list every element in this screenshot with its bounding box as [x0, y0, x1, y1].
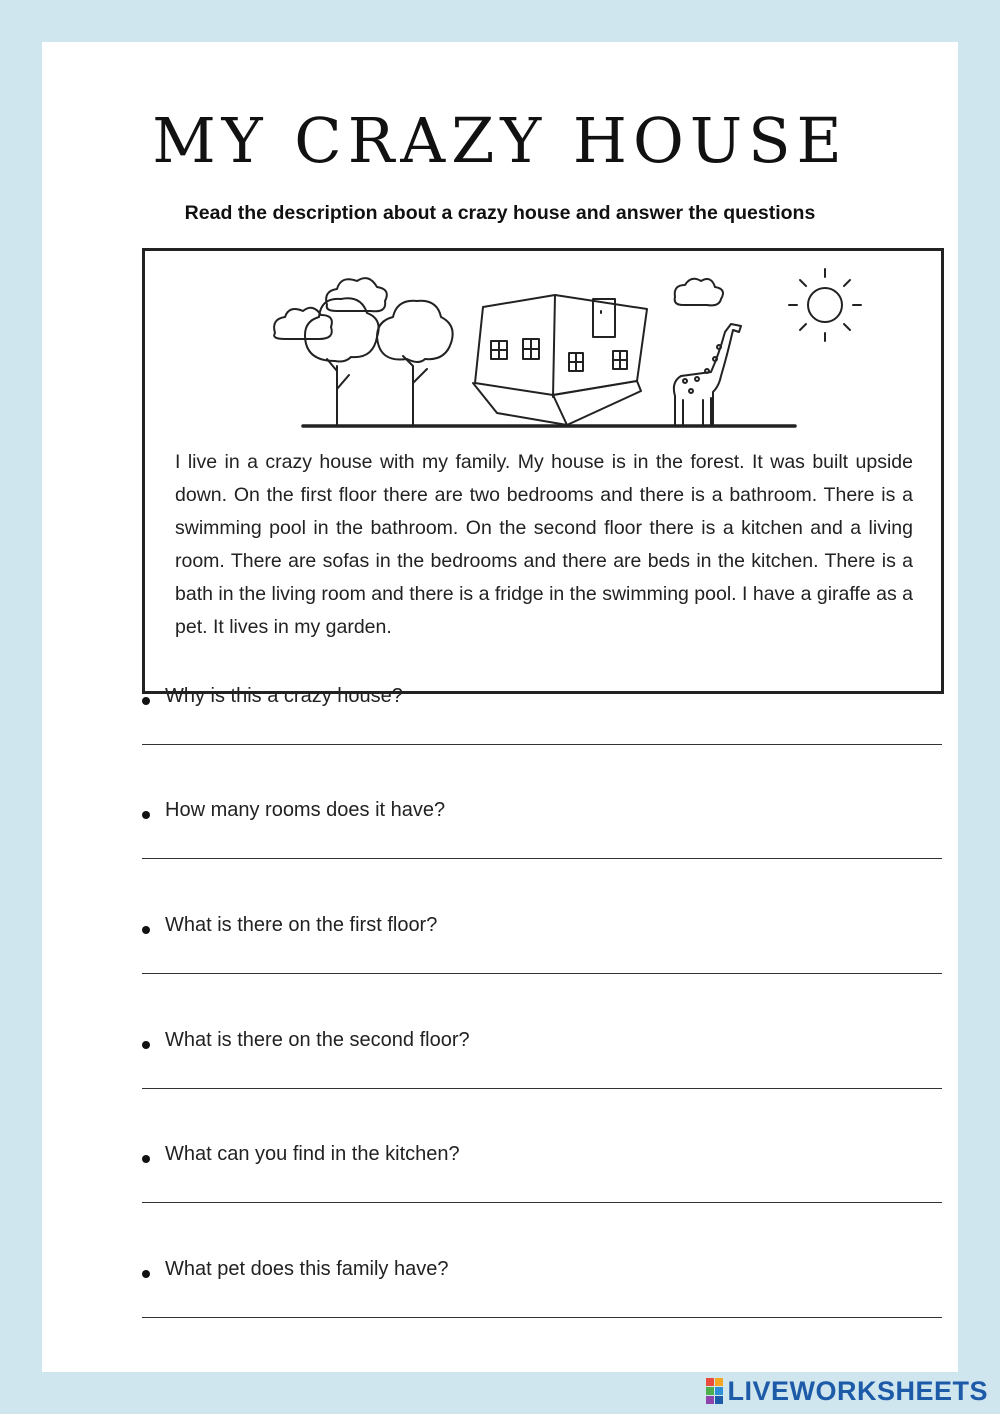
bullet-icon [142, 1155, 150, 1163]
question-text: Why is this a crazy house? [165, 685, 403, 707]
cloud-icon [326, 278, 387, 311]
question-text: What can you find in the kitchen? [165, 1143, 460, 1165]
answer-line[interactable] [142, 973, 942, 974]
cloud-icon [675, 279, 723, 306]
tree-icon [305, 298, 379, 361]
giraffe-icon [674, 324, 741, 426]
answer-line[interactable] [142, 744, 942, 745]
story-text: I live in a crazy house with my family. My house is in the forest. It was built upside down. On the first floor there are two bedrooms and there is a bathroom. There is a swimming pool in the bathroom. On the second floor there is a kitchen and a living room. There are sofas in the bedrooms and there are beds in the kitchen. There is a bath in the living room and there is a fridge in the swimming pool. I have a giraffe as a pet. It lives in my garden. [175, 451, 913, 638]
liveworksheets-logo[interactable] [706, 1376, 988, 1406]
answer-line[interactable] [142, 1088, 942, 1089]
bullet-icon [142, 1041, 150, 1049]
worksheet-page [42, 42, 958, 1372]
bullet-icon [142, 811, 150, 819]
answer-line[interactable] [142, 858, 942, 859]
crazy-house-illustration [145, 251, 941, 441]
answer-line[interactable] [142, 1317, 942, 1318]
logo-grid-icon [706, 1378, 723, 1404]
question-text: What is there on the second floor? [165, 1029, 470, 1051]
story-box [142, 248, 944, 694]
question-text: How many rooms does it have? [165, 799, 446, 821]
logo-text: LIVEWORKSHEETS [727, 1375, 988, 1406]
cloud-icon [274, 308, 332, 339]
tree-icon [377, 301, 453, 362]
question-text: What is there on the first floor? [165, 914, 438, 936]
sun-icon [808, 288, 842, 322]
bullet-icon [142, 697, 150, 705]
instructions: Read the description about a crazy house and answer the questions [184, 202, 816, 224]
house-icon [475, 295, 647, 395]
bullet-icon [142, 926, 150, 934]
question-text: What pet does this family have? [165, 1258, 449, 1280]
answer-line[interactable] [142, 1202, 942, 1203]
bullet-icon [142, 1270, 150, 1278]
page-title: MY CRAZY HOUSE [152, 104, 848, 177]
